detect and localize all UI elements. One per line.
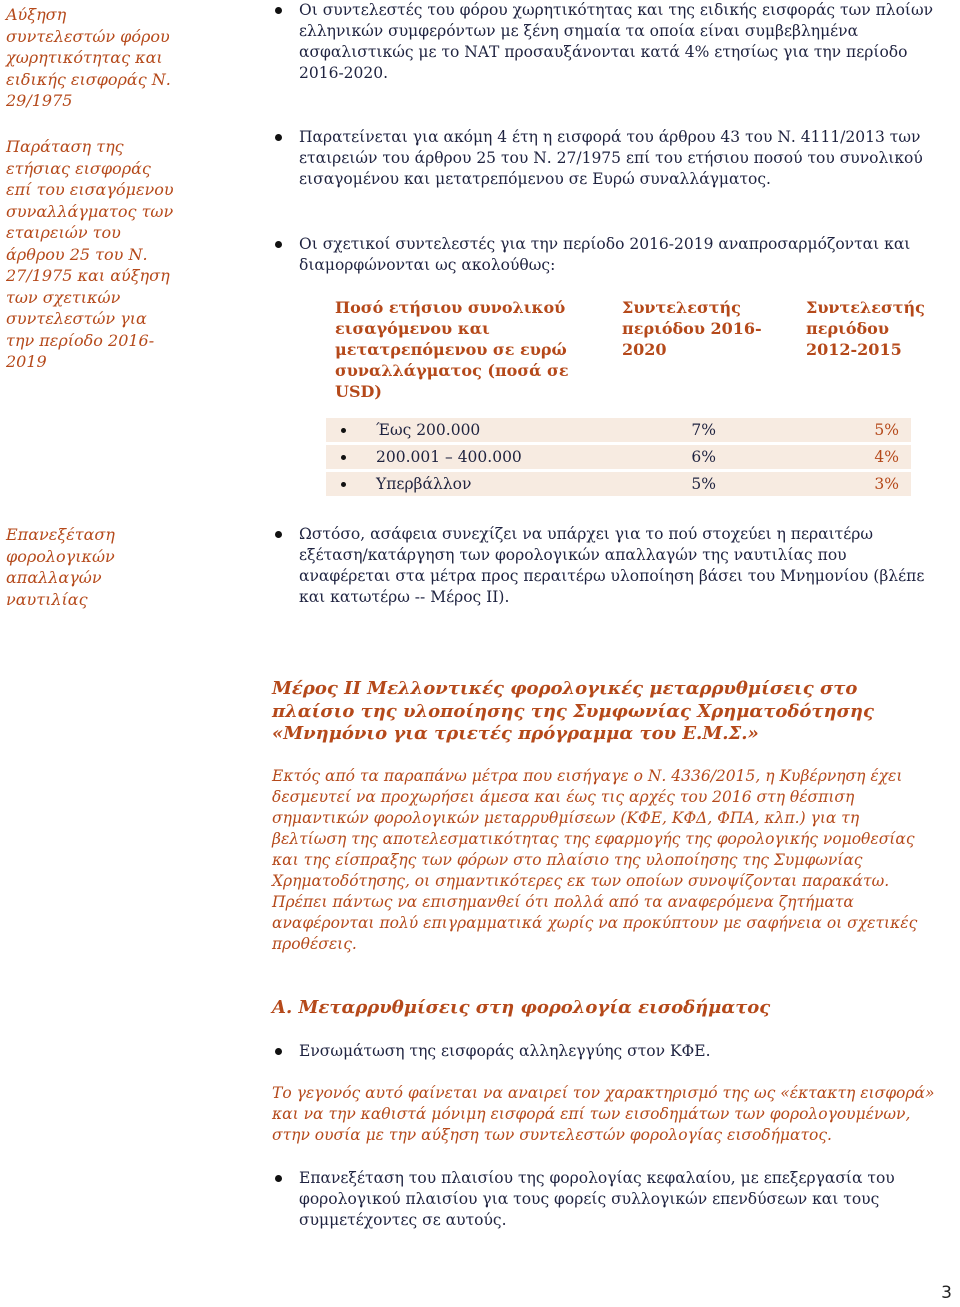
sidebar-note-contribution-extension: Παράταση της ετήσιας εισφοράς επί του εισαγόμενου συναλλάγματος των εταιρειών του άρθρου 25 του Ν. 27/1975 και αύξηση των σχετικών συντελεστών για την περίοδο 2016-2019 xyxy=(6,137,174,371)
bullet-tonnage-tax xyxy=(299,0,939,84)
bullet-text: Ενσωμάτωση της εισφοράς αλληλεγγύης στον ΚΦΕ. xyxy=(299,1042,711,1060)
table-cell-range: Υπερβάλλον xyxy=(376,475,472,493)
table-cell-range: Έως 200.000 xyxy=(376,421,481,439)
bullet-dot-icon xyxy=(275,1048,282,1055)
comment-solidarity: Το γεγονός αυτό φαίνεται να αναιρεί τον χαρακτηρισμό της ως «έκτακτη εισφορά» και να την καθιστά μόνιμη εισφορά επί των εισοδημάτων των φορολογουμένων, στην ουσία με την αύξηση των συντελεστών φορολογίας εισοδήματος. xyxy=(272,1084,935,1144)
bullet-dot-icon xyxy=(275,241,282,248)
bullet-text: Παρατείνεται για ακόμη 4 έτη η εισφορά του άρθρου 43 του Ν. 4111/2013 των εταιρειών του άρθρου 25 του Ν. 27/1975 επί του ετήσιου ποσού του συνολικού εισαγομένου και μετατρεπόμενου σε Ευρώ συναλλάγματος. xyxy=(299,128,923,188)
table-header-rate-2012: Συντελεστής περιόδου 2012-2015 xyxy=(806,298,925,359)
section-a-heading: Α. Μεταρρυθμίσεις στη φορολογία εισοδήματος xyxy=(272,997,771,1018)
table-cell-rate-old: 4% xyxy=(874,448,899,466)
bullet-solidarity-contribution xyxy=(299,1041,939,1062)
bullet-text: Ωστόσο, ασάφεια συνεχίζει να υπάρχει για το πού στοχεύει η περαιτέρω εξέταση/κατάργηση των φορολογικών απαλλαγών της ναυτιλίας που αναφέρεται στα μέτρα προς περαιτέρω υλοποίηση βάσει του Μνημονίου (βλέπε και κατωτέρω -- Μέρος ΙΙ). xyxy=(299,525,925,606)
bullet-contribution-extension xyxy=(299,127,939,190)
sidebar-note-tonnage-tax: Αύξηση συντελεστών φόρου χωρητικότητας και ειδικής εισφοράς Ν. 29/1975 xyxy=(6,5,171,110)
table-cell-rate-new: 6% xyxy=(691,448,716,466)
table-header-amount: Ποσό ετήσιου συνολικού εισαγόμενου και μετατρεπόμενου σε ευρώ συναλλάγματος (ποσά σε USD) xyxy=(335,298,569,401)
bullet-dot-icon xyxy=(341,482,346,487)
part2-intro: Εκτός από τα παραπάνω μέτρα που εισήγαγε ο Ν. 4336/2015, η Κυβέρνηση έχει δεσμευτεί να προχωρήσει άμεσα και έως τις αρχές του 2016 στη θέσπιση σημαντικών φορολογικών μεταρρυθμίσεων (ΚΦΕ, ΚΦΔ, ΦΠΑ, κλπ.) για τη βελτίωση της αποτελεσματικότητας της εφαρμογής της φορολογικής νομοθεσίας και της είσπραξης των φόρων στο πλαίσιο της υλοποίησης της Συμφωνίας Χρηματοδότησης, οι σημαντικότερες εκ των οποίων συνοψίζονται παρακάτω. Πρέπει πάντως να επισημανθεί ότι πολλά από τα αναφερόμενα ζητήματα αναφέρονται πολύ επιγραμματικά χωρίς να προκύπτουν με σαφήνεια οι σχετικές προθέσεις. xyxy=(272,767,918,953)
part2-heading: Μέρος ΙΙ Μελλοντικές φορολογικές μεταρρυθμίσεις στο πλαίσιο της υλοποίησης της Συμφωνίας Χρηματοδότησης «Μνημόνιο για τριετές πρόγραμμα του Ε.Μ.Σ.» xyxy=(272,678,874,744)
bullet-text: Οι σχετικοί συντελεστές για την περίοδο 2016-2019 αναπροσαρμόζονται και διαμορφώνονται ως ακολούθως: xyxy=(299,235,911,274)
bullet-shipping-exemptions xyxy=(299,524,939,608)
bullet-dot-icon xyxy=(341,455,346,460)
bullet-capital-taxation xyxy=(299,1168,939,1231)
bullet-dot-icon xyxy=(275,134,282,141)
table-header-rate-2016: Συντελεστής περιόδου 2016-2020 xyxy=(622,298,762,359)
bullet-dot-icon xyxy=(341,428,346,433)
bullet-rates-adjusted xyxy=(299,234,939,276)
bullet-dot-icon xyxy=(275,1175,282,1182)
table-cell-rate-new: 7% xyxy=(691,421,716,439)
table-cell-rate-old: 5% xyxy=(874,421,899,439)
table-cell-range: 200.001 – 400.000 xyxy=(376,448,522,466)
table-cell-rate-new: 5% xyxy=(691,475,716,493)
table-cell-rate-old: 3% xyxy=(874,475,899,493)
sidebar-note-shipping-exemptions: Επανεξέταση φορολογικών απαλλαγών ναυτιλίας xyxy=(6,525,115,609)
page-number: 3 xyxy=(941,1283,952,1303)
bullet-dot-icon xyxy=(275,7,282,14)
bullet-text: Επανεξέταση του πλαισίου της φορολογίας κεφαλαίου, με επεξεργασία του φορολογικού πλαισίου για τους φορείς συλλογικών επενδύσεων και τους συμμετέχοντες σε αυτούς. xyxy=(299,1169,895,1229)
bullet-dot-icon xyxy=(275,531,282,538)
bullet-text: Οι συντελεστές του φόρου χωρητικότητας και της ειδικής εισφοράς των πλοίων ελληνικών συμφερόντων με ξένη σημαία τα οποία είναι συμβεβλημένα ασφαλιστικώς με το ΝΑΤ προσαυξάνονται κατά 4% ετησίως για την περίοδο 2016-2020. xyxy=(299,1,934,82)
